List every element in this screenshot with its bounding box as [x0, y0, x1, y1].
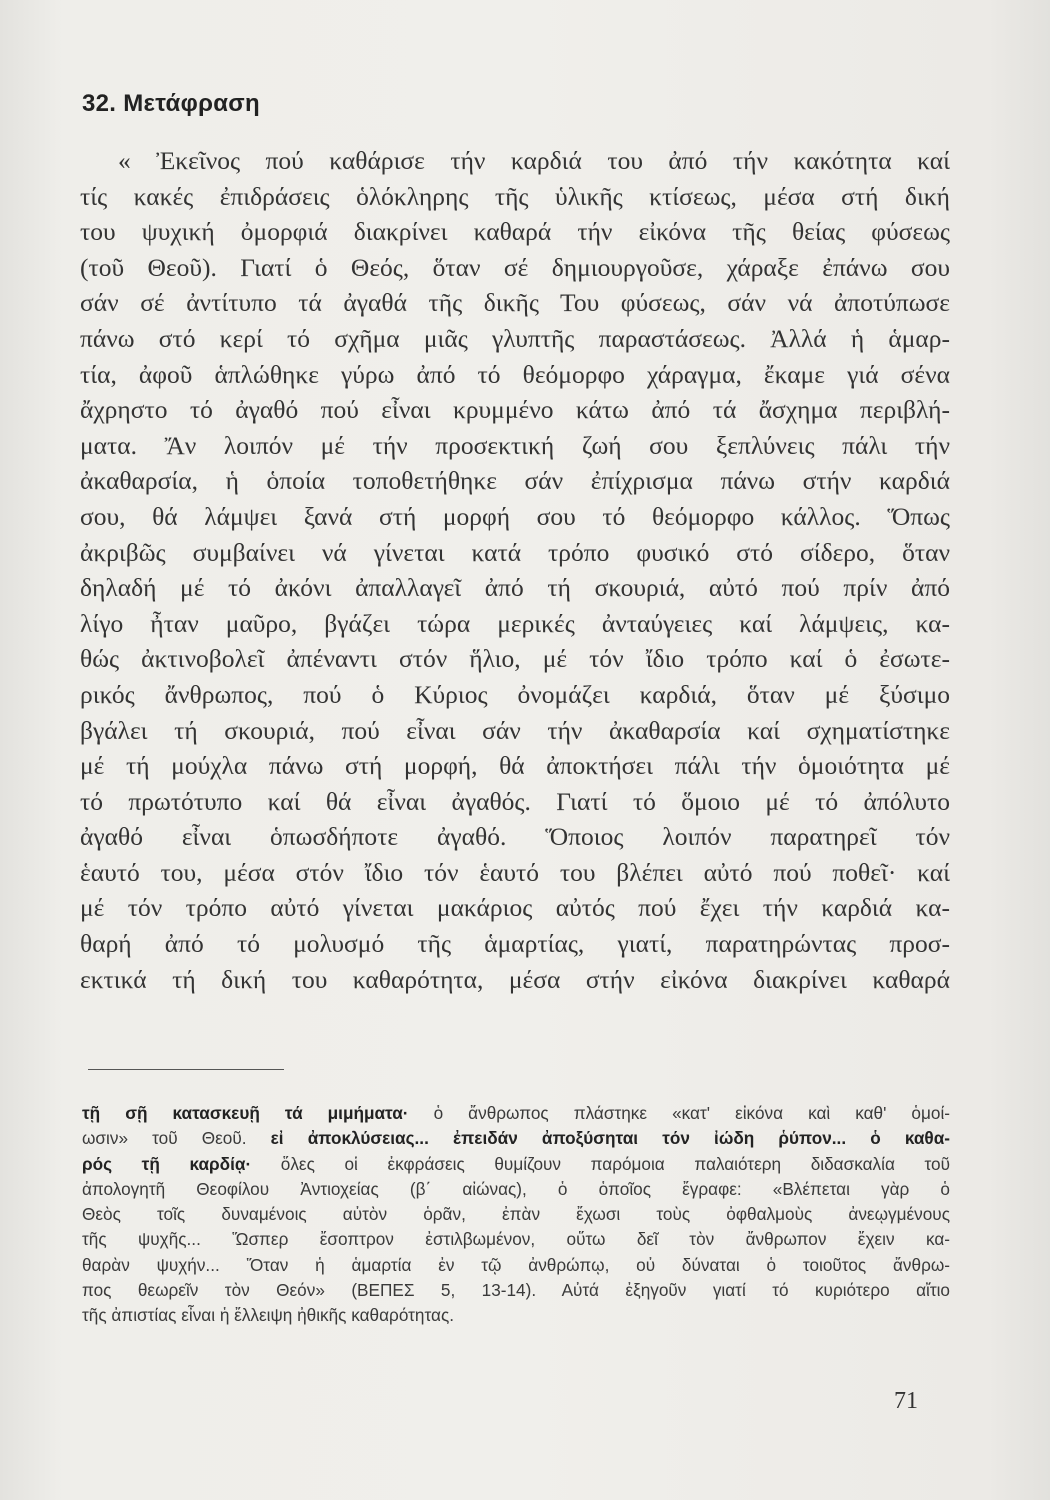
footnote-line: Θεὸς τοῖς δυναμένοις αὐτὸν ὁρᾶν, ἐπὰν ἔχωσι τοὺς ὀφθαλμοὺς ἀνεῳγμένους — [82, 1204, 950, 1225]
page-number: 71 — [894, 1388, 918, 1414]
text-line: ματα. Ἄν λοιπόν μέ τήν προσεκτική ζωή σου ξεπλύνεις πάλι τήν — [80, 430, 950, 460]
footnote-line: τῆς ἀπιστίας εἶναι ἡ ἔλλειψη ἠθικῆς καθαρότητας. — [82, 1305, 455, 1326]
footnote-line: θαρὰν ψυχήν... Ὅταν ἡ ἁμαρτία ἐν τῷ ἀνθρώπῳ, οὐ δύναται ὁ τοιοῦτος ἄνθρω- — [82, 1254, 950, 1275]
footnote-line: τῆς ψυχῆς... Ὥσπερ ἔσοπτρον ἐστιλβωμένον, οὕτω δεῖ τὸν ἄνθρωπον ἔχειν κα- — [82, 1229, 950, 1250]
text-line: « Ἐκεῖνος πού καθάρισε τήν καρδιά του ἀπό τήν κακότητα καί — [118, 146, 950, 175]
text-line: ἑαυτό του, μέσα στόν ἴδιο τόν ἑαυτό του βλέπει αὐτό πού ποθεῖ· καί — [80, 857, 950, 887]
text-line: σου, θά λάμψει ξανά στή μορφή σου τό θεόμορφο κάλλος. Ὅπως — [80, 501, 950, 531]
text-line: βγάλει τή σκουριά, πού εἶναι σάν τήν ἀκαθαρσία καί σχηματίστηκε — [80, 715, 950, 745]
text-line: τίς κακές ἐπιδράσεις ὁλόκληρης τῆς ὑλικῆς κτίσεως, μέσα στή δική — [80, 181, 950, 211]
text-line: ἀκριβῶς συμβαίνει νά γίνεται κατά τρόπο φυσικό στό σίδερο, ὅταν — [80, 537, 950, 567]
footnote — [82, 1101, 950, 1329]
text-line: ἀκαθαρσία, ἡ ὁποία τοποθετήθηκε σάν ἐπίχρισμα πάνω στήν καρδιά — [80, 466, 950, 496]
footnote-separator — [88, 1069, 284, 1070]
text-line: εκτικά τή δική του καθαρότητα, μέσα στήν εἰκόνα διακρίνει καθαρά — [80, 964, 950, 994]
text-line: μέ τόν τρόπο αὐτό γίνεται μακάριος αὐτός πού ἔχει τήν καρδιά κα- — [80, 893, 950, 923]
text-line: του ψυχική ὀμορφιά διακρίνει καθαρά τήν εἰκόνα τῆς θείας φύσεως — [80, 217, 950, 247]
footnote-lemma: εἰ ἀποκλύσειας... ἐπειδάν ἀποξύσηται τόν ἰώδη ῥύπον... ὁ καθα- — [270, 1128, 951, 1149]
footnote-line: πος θεωρεῖν τὸν Θεόν» (ΒΕΠΕΣ 5, 13-14). Αὐτά ἐξηγοῦν γιατί τό κυριότερο αἴτιο — [82, 1280, 950, 1301]
text-line: τία, ἀφοῦ ἁπλώθηκε γύρω ἀπό τό θεόμορφο χάραγμα, ἔκαμε γιά σένα — [80, 359, 950, 389]
footnote-line — [82, 1152, 950, 1177]
text-line: τό πρωτότυπο καί θά εἶναι ἀγαθός. Γιατί τό ὅμοιο μέ τό ἀπόλυτο — [80, 786, 950, 816]
text-line: θαρή ἀπό τό μολυσμό τῆς ἁμαρτίας, γιατί, παρατηρώντας προσ- — [80, 929, 950, 959]
section-heading: 32. Μετάφραση — [82, 90, 260, 117]
translation-text — [80, 143, 950, 997]
footnote-text: ὅλες οἱ ἐκφράσεις θυμίζουν παρόμοια παλαιότερη διδασκαλία τοῦ — [251, 1153, 950, 1174]
text-line: θώς ἀκτινοβολεῖ ἀπέναντι στόν ἥλιο, μέ τόν ἴδιο τρόπο καί ὁ ἐσωτε- — [80, 644, 950, 674]
footnote-line: ἀπολογητῆ Θεοφίλου Ἀντιοχείας (β΄ αἰώνας), ὁ ὁποῖος ἔγραφε: «Βλέπεται γὰρ ὁ — [82, 1178, 950, 1199]
footnote-lemma: ρός τῇ καρδίᾳ· — [82, 1153, 252, 1174]
text-line: σάν σέ ἀντίτυπο τά ἀγαθά τῆς δικῆς Του φύσεως, σάν νά ἀποτύπωσε — [80, 288, 950, 318]
footnote-lemma: τῇ σῇ κατασκευῇ τά μιμήματα· — [82, 1103, 409, 1123]
text-line: ρικός ἄνθρωπος, πού ὁ Κύριος ὀνομάζει καρδιά, ὅταν μέ ξύσιμο — [80, 679, 950, 709]
text-line: δηλαδή μέ τό ἀκόνι ἀπαλλαγεῖ ἀπό τή σκουριά, αὐτό πού πρίν ἀπό — [80, 573, 950, 603]
footnote-text: ωσιν» τοῦ Θεοῦ. — [82, 1128, 271, 1149]
text-line: λίγο ἦταν μαῦρο, βγάζει τώρα μερικές ἀνταύγειες καί λάμψεις, κα- — [80, 608, 950, 638]
text-line: ἀγαθό εἶναι ὁπωσδήποτε ἀγαθό. Ὅποιος λοιπόν παρατηρεῖ τόν — [80, 822, 950, 852]
text-line: πάνω στό κερί τό σχῆμα μιᾶς γλυπτῆς παραστάσεως. Ἀλλά ἡ ἁμαρ- — [80, 323, 950, 353]
footnote-text: ὁ ἄνθρωπος πλάστηκε «κατ' εἰκόνα καὶ καθ' ὁμοί- — [408, 1103, 950, 1123]
text-line: μέ τή μούχλα πάνω στή μορφή, θά ἀποκτήσει πάλι τήν ὁμοιότητα μέ — [80, 751, 950, 781]
text-line: ἄχρηστο τό ἀγαθό πού εἶναι κρυμμένο κάτω ἀπό τά ἄσχημα περιβλή- — [80, 395, 950, 425]
footnote-line — [82, 1101, 950, 1126]
footnote-line — [82, 1126, 950, 1151]
text-line: (τοῦ Θεοῦ). Γιατί ὁ Θεός, ὅταν σέ δημιουργοῦσε, χάραξε ἐπάνω σου — [80, 252, 950, 282]
